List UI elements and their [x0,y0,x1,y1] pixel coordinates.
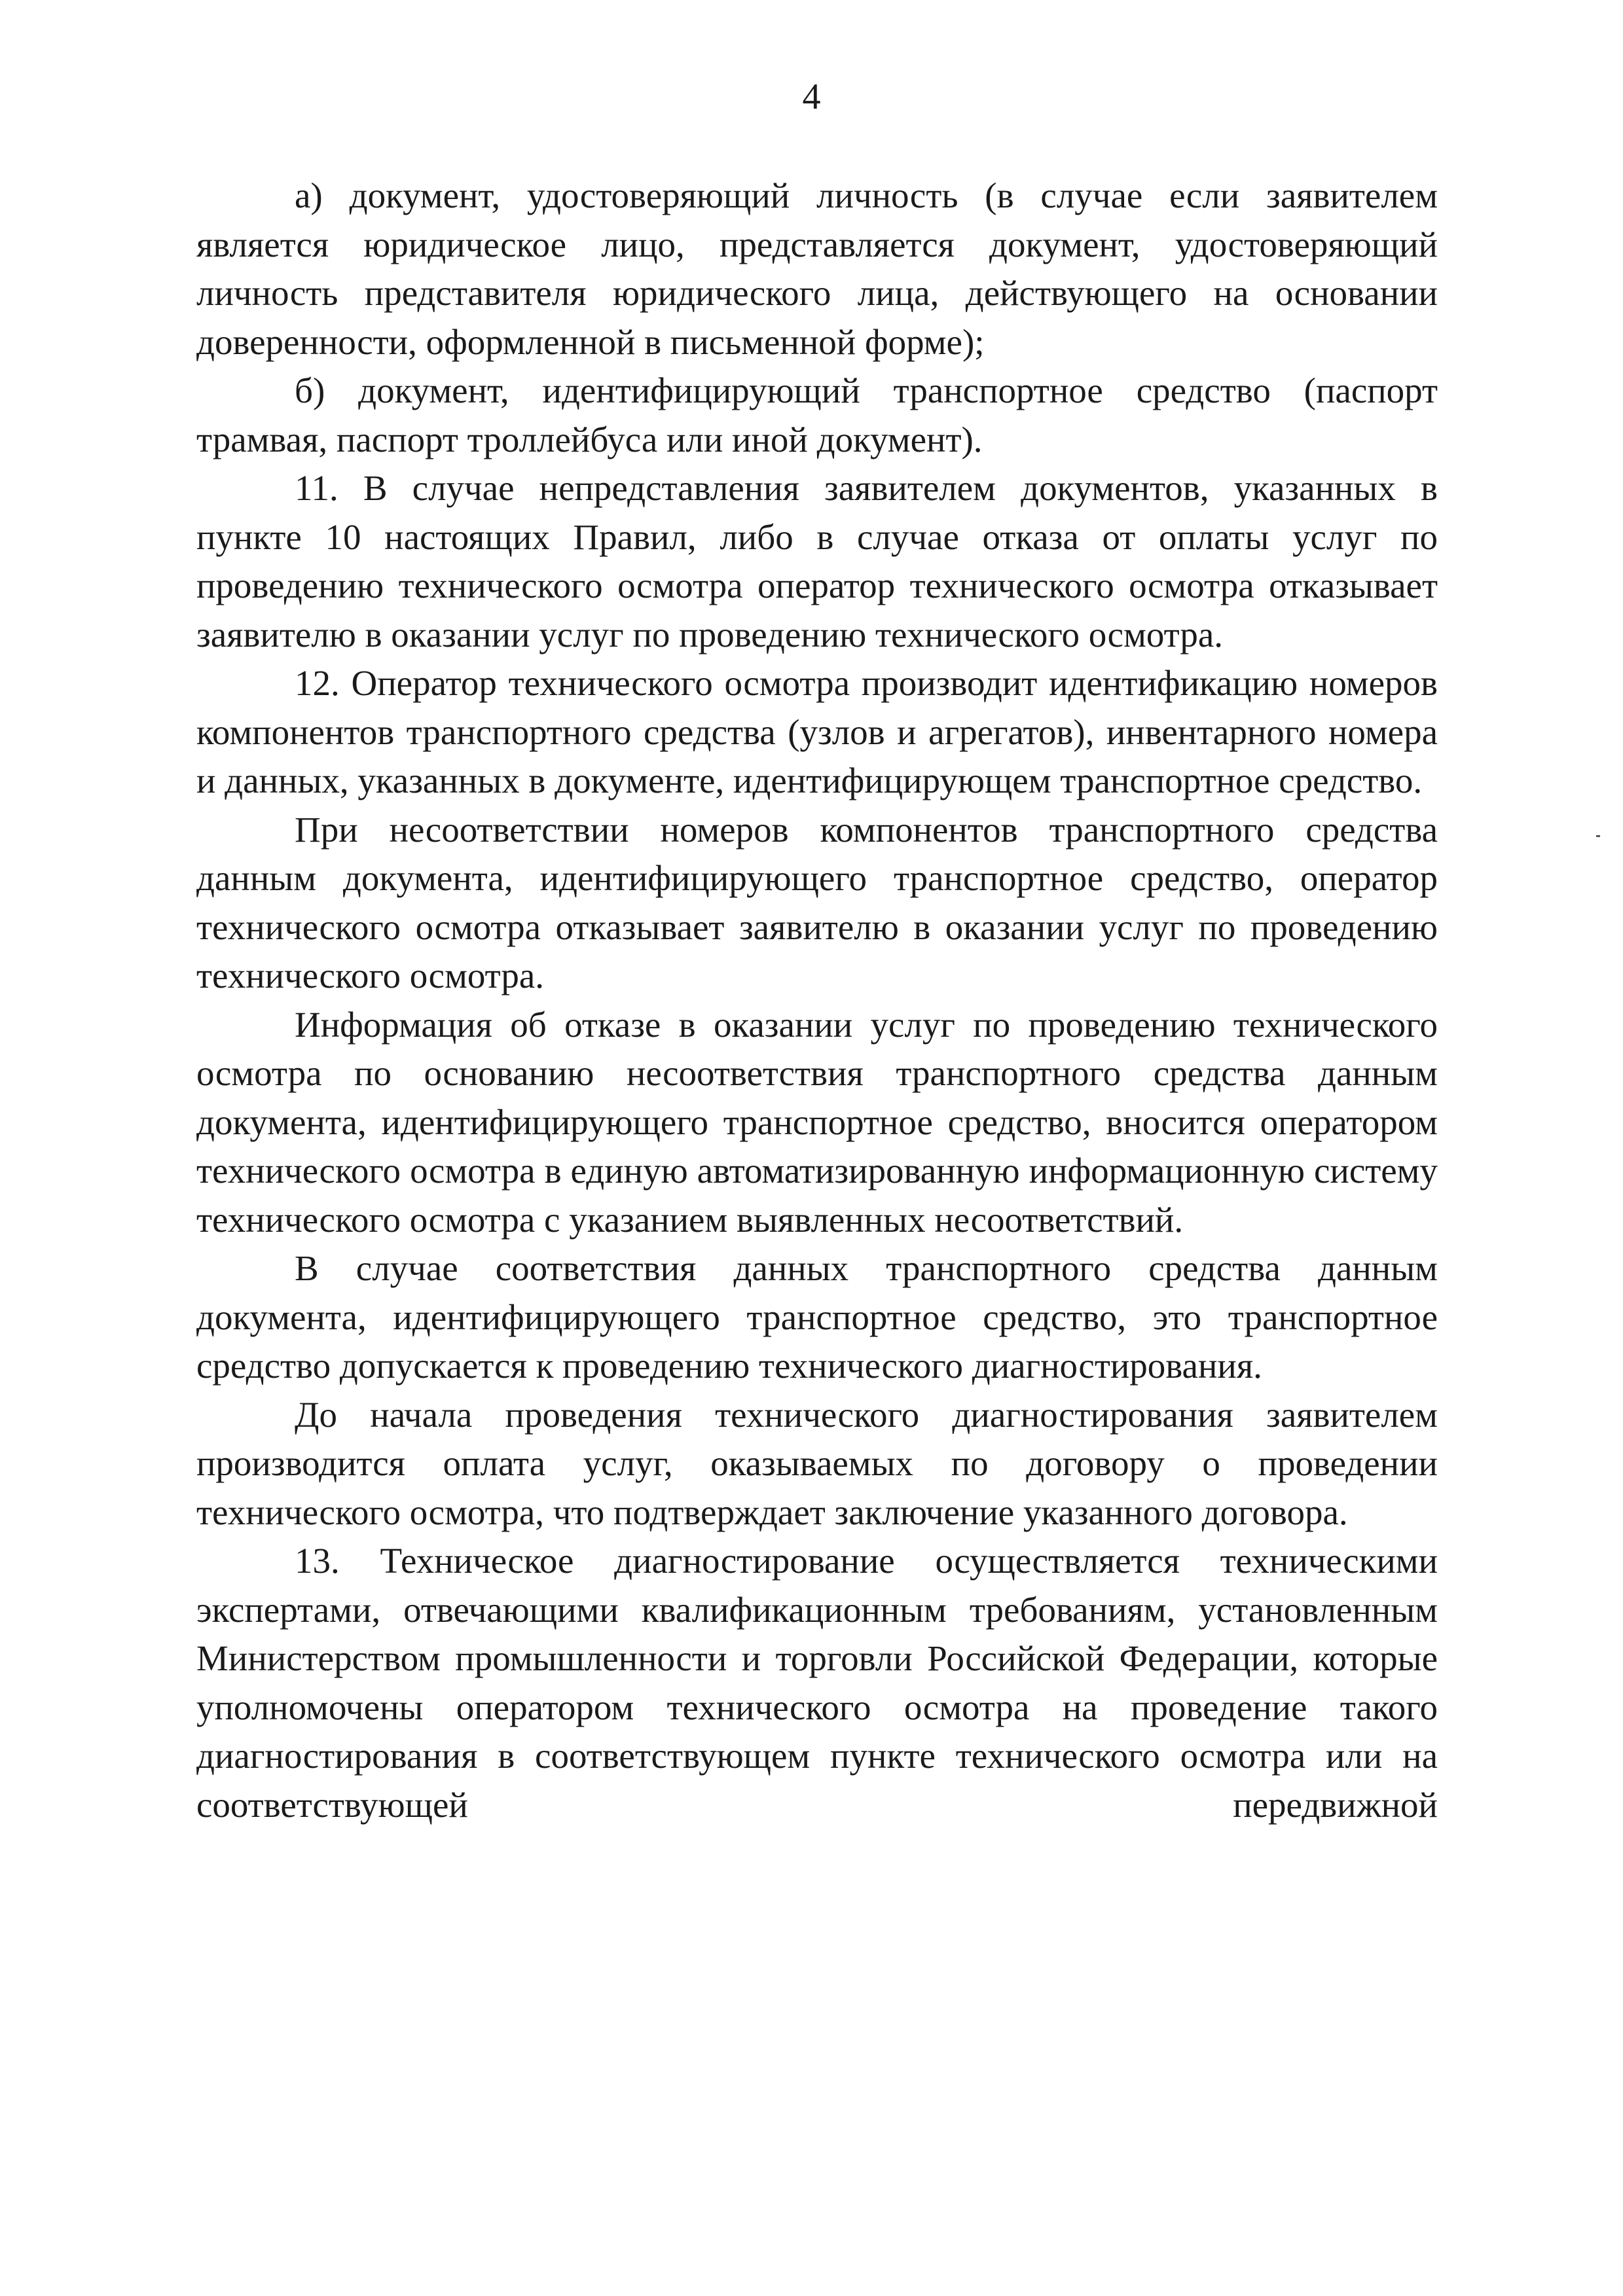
paragraph-admission: В случае соответствия данных транспортного средства данным документа, идентифицирующего транспортное средство, это транспортное средство допускается к проведению технического диагностирования. [196,1248,1438,1386]
document-body [196,171,1438,1829]
scan-mark [1596,835,1600,837]
paragraph-a: а) документ, удостоверяющий личность (в случае если заявителем является юридическое лицо, представляется документ, удостоверяющий личность представителя юридического лица, действующего на основании доверенности, оформленной в письменной форме); [196,175,1438,362]
paragraph-payment: До начала проведения технического диагностирования заявителем производится оплата услуг, оказываемых по договору о проведении технического осмотра, что подтверждает заключение указанного договора. [196,1394,1438,1532]
paragraph-13: 13. Техническое диагностирование осуществляется техническими экспертами, отвечающими квалификационным требованиям, установленным Министерством промышленности и торговли Российской Федерации, которые уполномочены оператором технического осмотра на проведение такого диагностирования в соответствующем пункте технического осмотра или на соответствующей передвижной [196,1541,1438,1825]
page-number: 4 [802,77,821,117]
paragraph-b: б) документ, идентифицирующий транспортное средство (паспорт трамвая, паспорт троллейбуса или иной документ). [196,370,1438,459]
paragraph-11: 11. В случае непредставления заявителем документов, указанных в пункте 10 настоящих Правил, либо в случае отказа от оплаты услуг по проведению технического осмотра оператор технического осмотра отказывает заявителю в оказании услуг по проведению технического осмотра. [196,468,1438,655]
paragraph-12: 12. Оператор технического осмотра производит идентификацию номеров компонентов транспортного средства (узлов и агрегатов), инвентарного номера и данных, указанных в документе, идентифицирующем транспортное средство. [196,663,1438,800]
paragraph-refusal-info: Информация об отказе в оказании услуг по проведению технического осмотра по основанию несоответствия транспортного средства данным документа, идентифицирующего транспортное средство, вносится оператором технического осмотра в единую автоматизированную информационную систему технического осмотра с указанием выявленных несоответствий. [196,1004,1438,1240]
paragraph-mismatch: При несоответствии номеров компонентов транспортного средства данным документа, идентифицирующего транспортное средство, оператор технического осмотра отказывает заявителю в оказании услуг по проведению технического осмотра. [196,809,1438,996]
